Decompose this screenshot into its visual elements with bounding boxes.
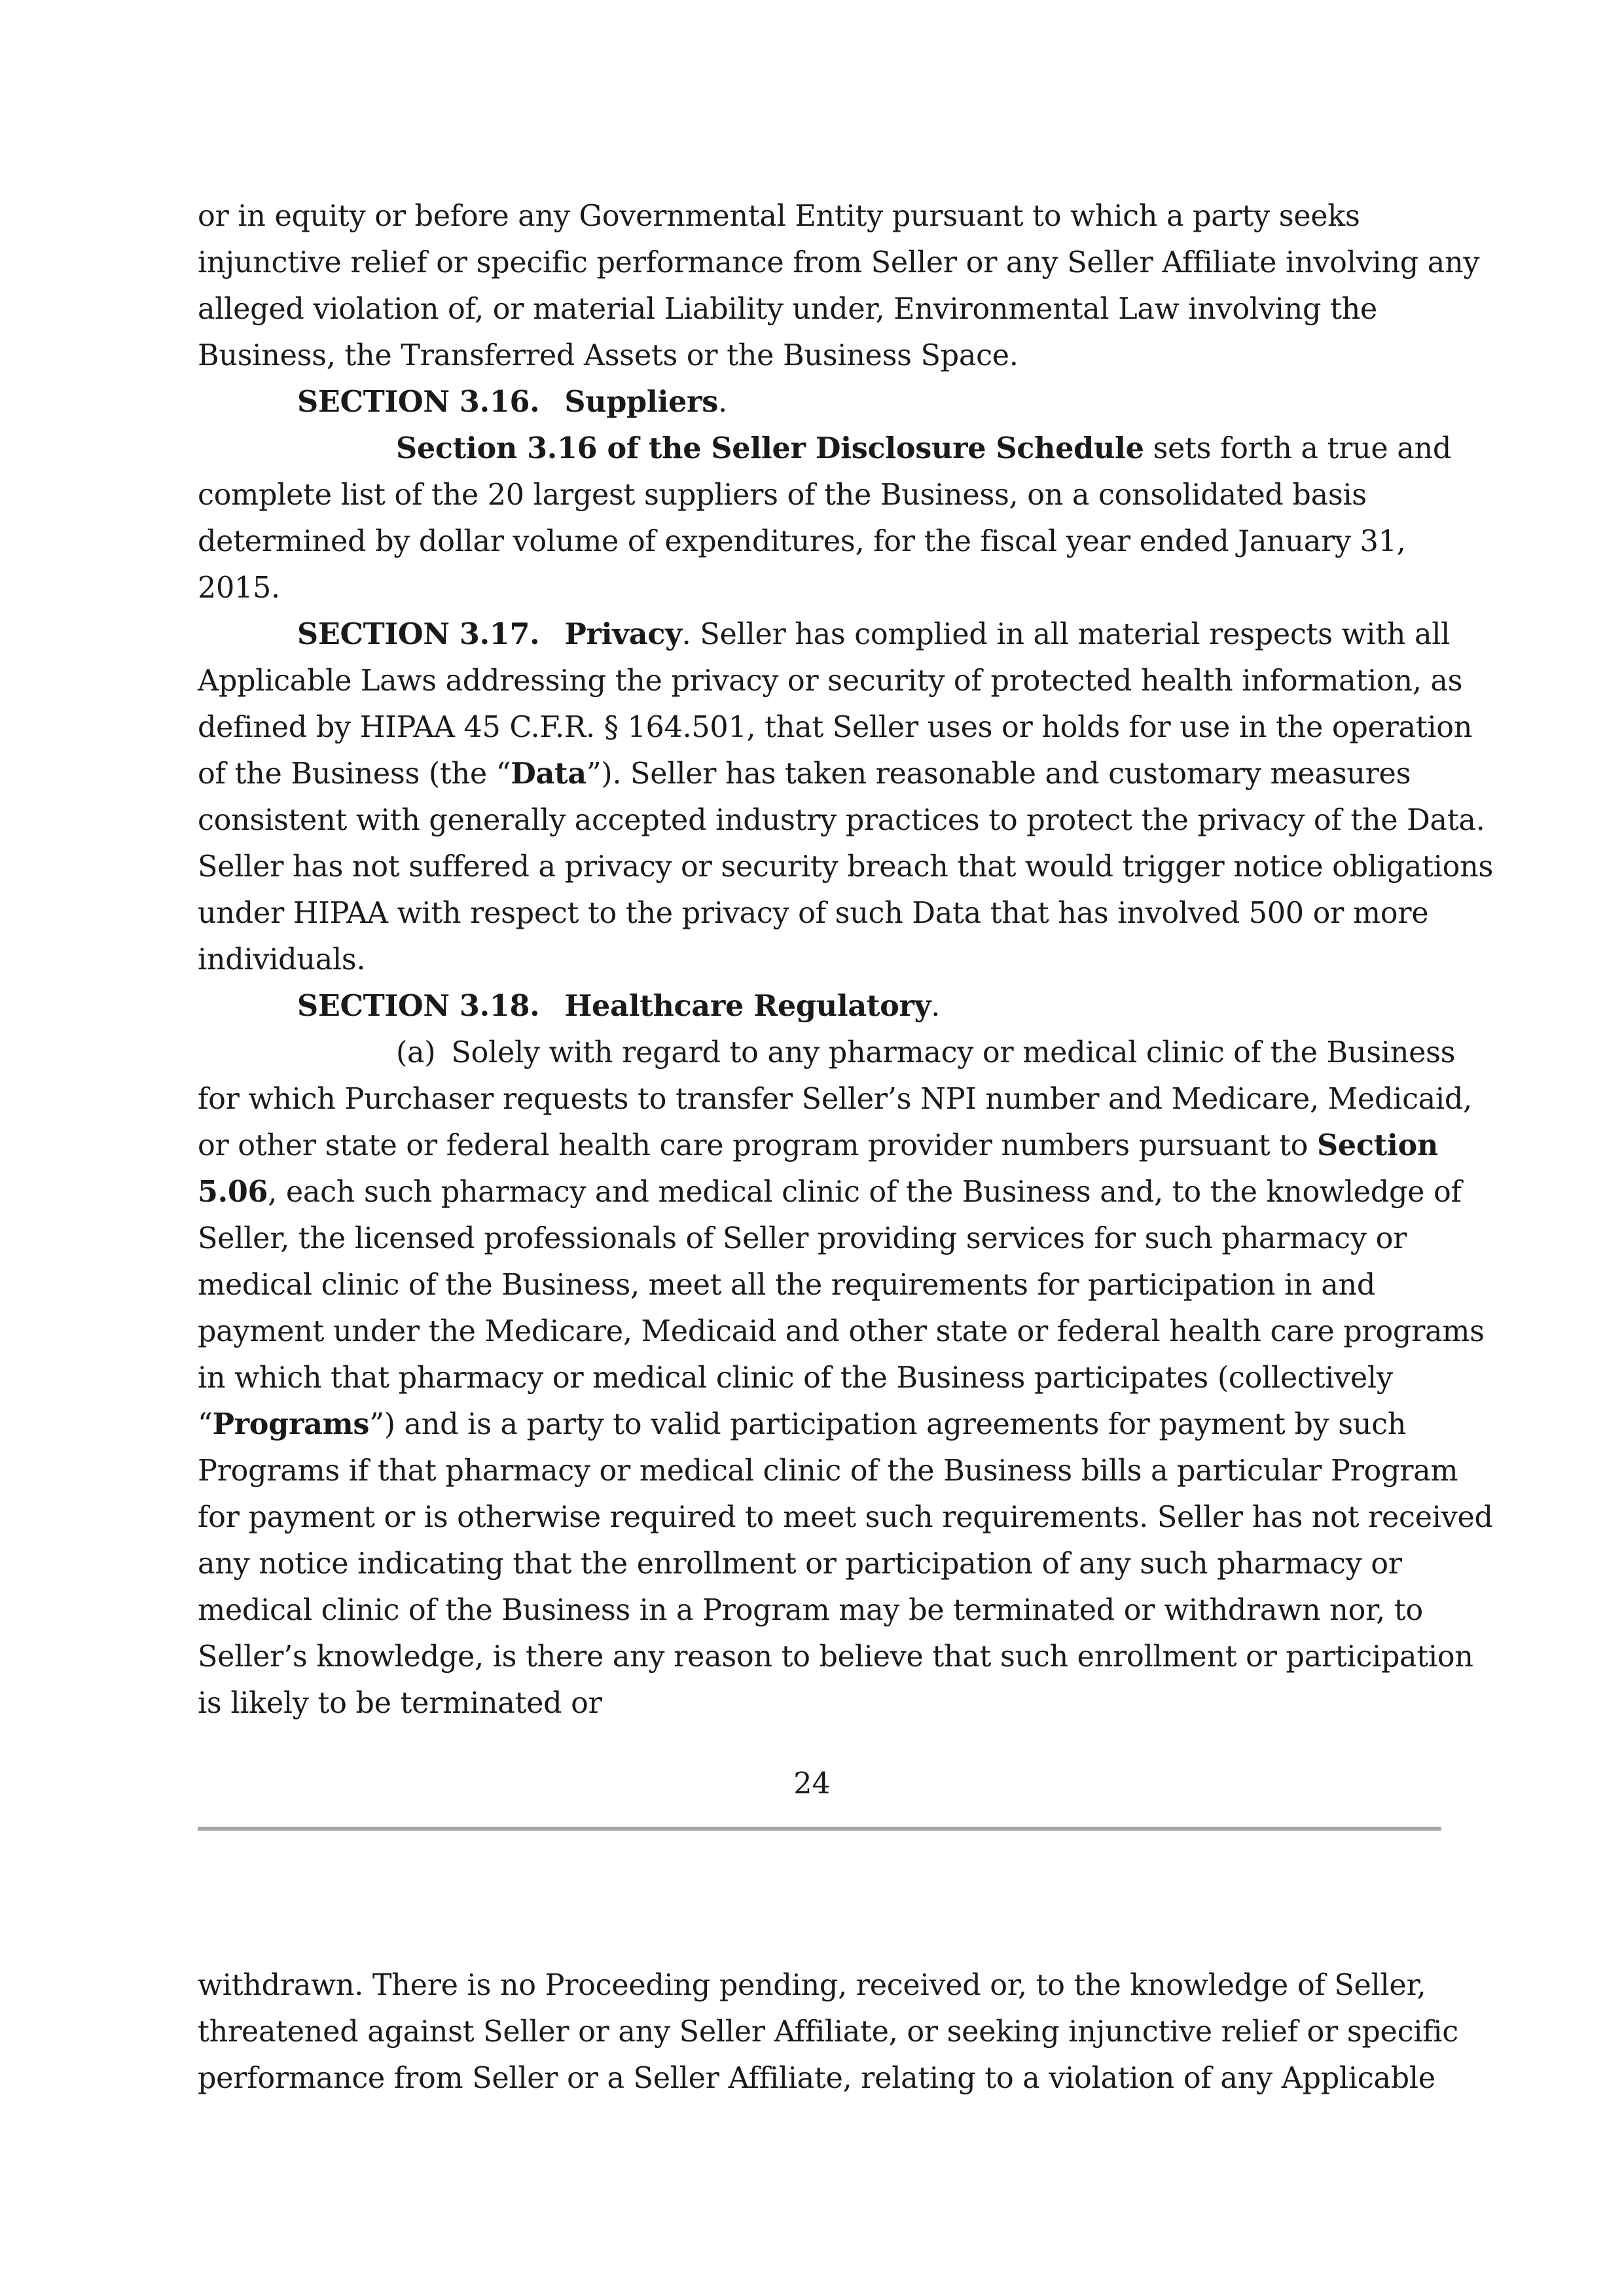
section-title: Suppliers [564,385,718,419]
body-line: Seller’s knowledge, is there any reason to believe that such enrollment or participation [198,1640,1473,1674]
section-number: SECTION 3.16. [297,385,540,419]
body-line: Programs if that pharmacy or medical clinic of the Business bills a particular Program [198,1454,1458,1488]
page-2-body [198,1962,1458,2102]
body-line: under HIPAA with respect to the privacy of such Data that has involved 500 or more [198,897,1429,930]
section-number: SECTION 3.17. [297,617,540,651]
subsection-enum: (a) [396,1036,436,1069]
cross-reference: Section [1316,1128,1438,1162]
subsection-a-line [198,1030,1456,1076]
body-line: Seller, the licensed professionals of Seller providing services for such pharmacy or [198,1222,1407,1255]
body-text: ”). Seller has taken reasonable and customary measures [586,757,1411,791]
body-line: payment under the Medicare, Medicaid and other state or federal health care programs [198,1315,1485,1348]
body-line: individuals. [198,943,366,977]
body-line: 2015. [198,571,280,605]
body-line: complete list of the 20 largest suppliers of the Business, on a consolidated basis [198,478,1367,512]
body-line: for which Purchaser requests to transfer Seller’s NPI number and Medicare, Medicaid, [198,1083,1472,1116]
cross-reference: 5.06 [198,1175,268,1209]
body-text: ”) and is a party to valid participation agreements for payment by such [369,1408,1407,1441]
body-text: or other state or federal health care program provider numbers pursuant to [198,1129,1317,1162]
section-3-16-heading [198,379,1441,425]
page-number: 24 [793,1767,831,1801]
body-line: withdrawn. There is no Proceeding pending, received or, to the knowledge of Seller, [198,1969,1426,2002]
body-line: Applicable Laws addressing the privacy or security of protected health information, as [198,664,1463,698]
section-number: SECTION 3.18. [297,989,540,1023]
body-line: injunctive relief or specific performance from Seller or any Seller Affiliate involving any [198,246,1480,279]
section-3-17-heading [198,611,1451,658]
body-line: consistent with generally accepted industry practices to protect the privacy of the Data. [198,804,1485,837]
body-line: is likely to be terminated or [198,1687,602,1720]
body-line [198,751,1441,797]
body-line: defined by HIPAA 45 C.F.R. § 164.501, that Seller uses or holds for use in the operation [198,711,1473,744]
section-title-punct: . [717,386,727,419]
body-line: determined by dollar volume of expenditures, for the fiscal year ended January 31, [198,525,1406,558]
body-line: medical clinic of the Business, meet all the requirements for participation in and [198,1268,1376,1302]
body-line [198,1401,1441,1448]
body-line [198,1122,1441,1169]
body-line: any notice indicating that the enrollment or participation of any such pharmacy or [198,1547,1402,1581]
body-line: Seller has not suffered a privacy or security breach that would trigger notice obligations [198,850,1493,884]
defined-term: Data [511,757,586,791]
body-line: in which that pharmacy or medical clinic of the Business participates (collectively [198,1361,1393,1395]
body-text: . Seller has complied in all material respects with all [681,618,1451,651]
body-text: “ [198,1408,213,1441]
section-title: Healthcare Regulatory [564,989,931,1023]
body-text: Solely with regard to any pharmacy or medical clinic of the Business [451,1036,1456,1069]
section-3-18-heading [198,983,1441,1030]
section-title: Privacy [564,617,682,651]
body-line [198,1169,1462,1215]
body-line: performance from Seller or a Seller Affiliate, relating to a violation of any Applicable [198,2062,1435,2095]
body-line: for payment or is otherwise required to meet such requirements. Seller has not received [198,1501,1493,1534]
disclosure-schedule-ref: Section 3.16 of the Seller Disclosure Schedule [396,431,1144,465]
defined-term: Programs [212,1407,370,1441]
body-line: alleged violation of, or material Liability under, Environmental Law involving the [198,293,1377,326]
section-3-16-paragraph-line [198,425,1452,472]
body-text: , each such pharmacy and medical clinic of the Business and, to the knowledge of [268,1175,1462,1209]
body-line: Business, the Transferred Assets or the Business Space. [198,339,1019,372]
body-line: or in equity or before any Governmental Entity pursuant to which a party seeks [198,200,1360,233]
body-text: of the Business (the “ [198,757,511,791]
body-text: sets forth a true and [1144,432,1452,465]
body-line: medical clinic of the Business in a Program may be terminated or withdrawn nor, to [198,1594,1423,1627]
page-separator [198,1827,1441,1831]
section-title-punct: . [931,990,941,1023]
page-1-body [198,193,1493,1727]
body-line: threatened against Seller or any Seller Affiliate, or seeking injunctive relief or specific [198,2015,1458,2049]
